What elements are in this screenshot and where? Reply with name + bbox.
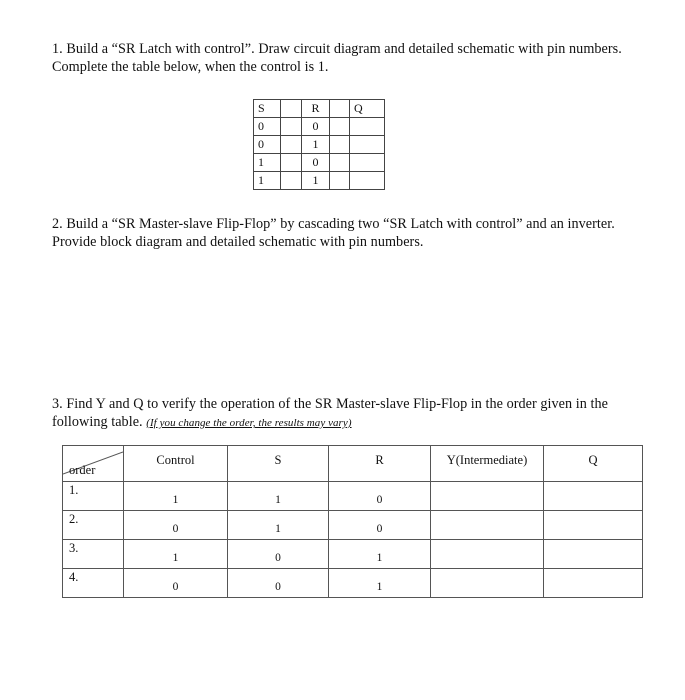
q-answer-cell[interactable] [544, 540, 643, 569]
table-row [63, 569, 643, 598]
y-answer-cell[interactable] [431, 569, 544, 598]
order-index: 4. [69, 569, 79, 584]
truth-cell-s: 0 [254, 136, 281, 154]
table-row [63, 482, 643, 511]
control-value: 0 [172, 522, 179, 535]
truth-cell-r: 1 [302, 172, 330, 190]
order-header-label: order [69, 463, 96, 477]
question-2 [52, 215, 615, 251]
s-value: 1 [275, 493, 281, 506]
s-header: S [228, 446, 329, 482]
truth-header-r: R [302, 100, 330, 118]
s-value: 0 [275, 551, 281, 564]
question-3-line-2: following table. (If you change the order, the results may vary) [52, 414, 352, 430]
r-value: 1 [376, 551, 383, 564]
y-answer-cell[interactable] [431, 482, 544, 511]
control-value: 0 [172, 580, 179, 593]
table-row [63, 511, 643, 540]
master-slave-order-table [62, 445, 643, 598]
truth-cell-r: 0 [302, 154, 330, 172]
truth-table-spacer [330, 100, 350, 118]
order-note: (If you change the order, the results may vary) [146, 417, 352, 429]
question-1-line-1: 1. Build a “SR Latch with control”. Draw circuit diagram and detailed schematic with pin numbers. [52, 41, 622, 57]
s-value: 1 [275, 522, 281, 535]
control-header: Control [124, 446, 228, 482]
y-answer-cell[interactable] [431, 511, 544, 540]
s-value: 0 [275, 580, 281, 593]
r-header: R [329, 446, 431, 482]
truth-table-row [254, 154, 385, 172]
q-answer-cell[interactable] [544, 569, 643, 598]
y-answer-cell[interactable] [431, 540, 544, 569]
control-value: 1 [172, 551, 179, 564]
order-index: 3. [69, 540, 79, 555]
truth-header-s: S [254, 100, 281, 118]
q-answer-cell[interactable] [544, 482, 643, 511]
r-value: 1 [376, 580, 383, 593]
truth-cell-s: 1 [254, 154, 281, 172]
order-table-header [63, 446, 643, 482]
truth-cell-q[interactable] [350, 118, 385, 136]
truth-cell-q[interactable] [350, 136, 385, 154]
q-header: Q [544, 446, 643, 482]
truth-cell-s: 1 [254, 172, 281, 190]
order-index: 1. [69, 482, 79, 497]
truth-cell-r: 0 [302, 118, 330, 136]
truth-table-header [254, 100, 385, 118]
truth-cell-r: 1 [302, 136, 330, 154]
question-3-line-1: 3. Find Y and Q to verify the operation of the SR Master-slave Flip-Flop in the order given in the [52, 396, 608, 412]
y-intermediate-header: Y(Intermediate) [431, 446, 544, 482]
r-value: 0 [376, 522, 383, 535]
question-3 [52, 395, 608, 432]
truth-cell-q[interactable] [350, 154, 385, 172]
question-1 [52, 40, 622, 76]
truth-table-row [254, 118, 385, 136]
truth-cell-q[interactable] [350, 172, 385, 190]
truth-table-row [254, 172, 385, 190]
table-row [63, 540, 643, 569]
r-value: 0 [376, 493, 383, 506]
truth-table-spacer [281, 100, 302, 118]
order-index: 2. [69, 511, 79, 526]
question-1-number: 1. [52, 41, 63, 57]
truth-table-row [254, 136, 385, 154]
truth-header-q: Q [350, 100, 385, 118]
question-1-line-2: Complete the table below, when the control is 1. [52, 59, 329, 75]
question-2-line-2: Provide block diagram and detailed schematic with pin numbers. [52, 234, 424, 250]
sr-truth-table [253, 99, 385, 190]
order-header-cell [63, 446, 124, 482]
control-value: 1 [172, 493, 179, 506]
question-2-line-1: 2. Build a “SR Master-slave Flip-Flop” by cascading two “SR Latch with control” and an inverter. [52, 216, 615, 232]
truth-cell-s: 0 [254, 118, 281, 136]
q-answer-cell[interactable] [544, 511, 643, 540]
